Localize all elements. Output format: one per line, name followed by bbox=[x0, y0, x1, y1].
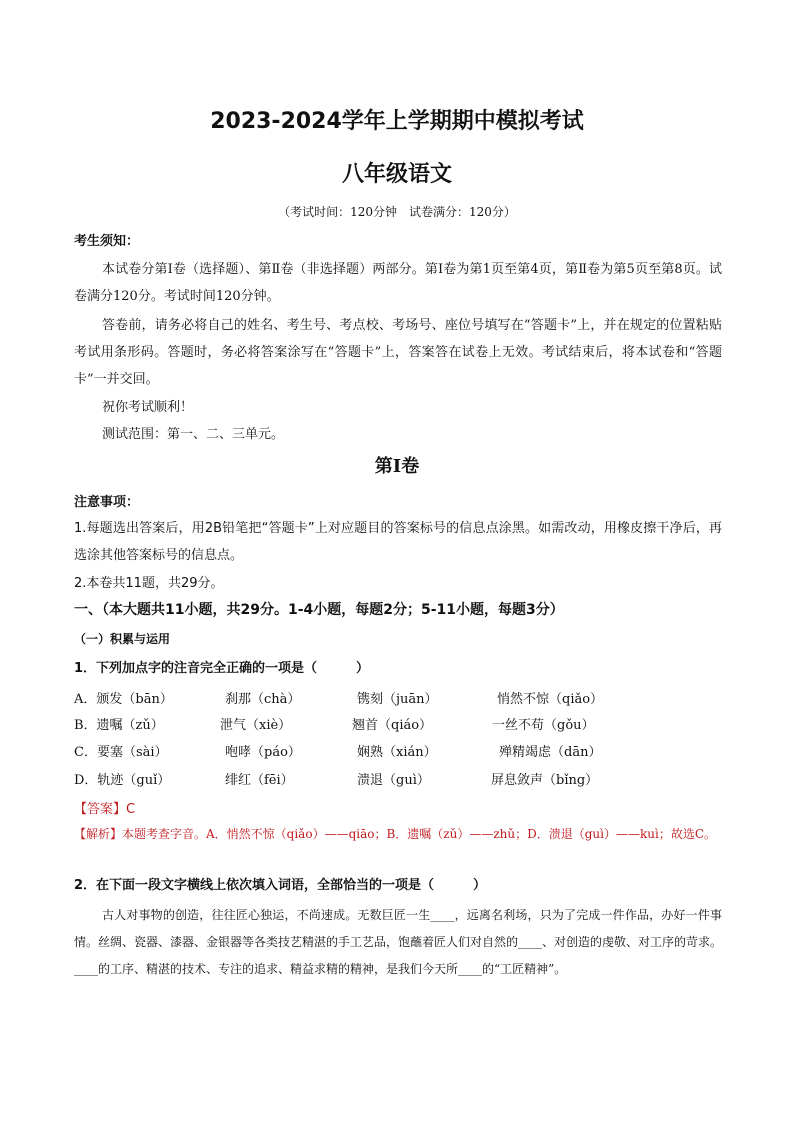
part-heading: 一、（本大题共11小题，共29分。1-4小题，每题2分；5-11小题，每题3分） bbox=[74, 602, 564, 618]
option-item: 刹那（chà） bbox=[225, 692, 301, 707]
q1-option-row-b bbox=[74, 714, 734, 734]
note-2: 2.本卷共11题，共29分。 bbox=[74, 576, 224, 591]
notice-paragraph-2: 答卷前，请务必将自己的姓名、考生号、考点校、考场号、座位号填写在“答题卡”上，并在规定的位置粘贴考试用条形码。答题时，务必将答案涂写在“答题卡”上，答案答在试卷上无效。考试结束后，将本试卷和“答题卡”一并交回。 bbox=[74, 318, 722, 387]
option-item: 溃退（guì） bbox=[357, 773, 430, 788]
exam-title: 2023-2024学年上学期期中模拟考试 bbox=[210, 109, 584, 134]
option-item: A．颁发（bān） bbox=[74, 692, 173, 707]
option-item: D．轨迹（guǐ） bbox=[74, 773, 171, 788]
q1-option-row-a bbox=[74, 688, 734, 708]
option-item: 镌刻（juān） bbox=[357, 692, 438, 707]
q1-answer: 【答案】C bbox=[74, 802, 136, 817]
q1-option-row-d bbox=[74, 769, 734, 789]
option-item: 咆哮（páo） bbox=[225, 745, 301, 760]
option-item: 屏息敛声（bǐng） bbox=[491, 773, 599, 788]
option-item: 泄气（xiè） bbox=[220, 718, 292, 733]
option-item: C．要塞（sài） bbox=[74, 745, 168, 760]
option-item: 一丝不苟（gǒu） bbox=[492, 718, 595, 733]
notice-paragraph-1: 本试卷分第Ⅰ卷（选择题）、第Ⅱ卷（非选择题）两部分。第Ⅰ卷为第1页至第4页，第Ⅱ卷为第5页至第8页。试卷满分120分。考试时间120分钟。 bbox=[74, 262, 722, 304]
note-1: 1.每题选出答案后，用2B铅笔把“答题卡”上对应题目的答案标号的信息点涂黑。如需改动，用橡皮擦干净后，再选涂其他答案标号的信息点。 bbox=[74, 521, 722, 563]
exam-meta: （考试时间：120分钟 试卷满分：120分） bbox=[278, 205, 516, 219]
exam-subtitle: 八年级语文 bbox=[341, 162, 452, 187]
option-item: 殚精竭虑（dān） bbox=[499, 745, 602, 760]
notice-paragraph-3: 祝你考试顺利！ bbox=[102, 400, 194, 415]
q1-option-row-c bbox=[74, 741, 734, 761]
option-item: 绯红（fēi） bbox=[225, 773, 294, 788]
q1-analysis: 【解析】本题考查字音。A．悄然不惊（qiǎo）——qiāo；B．遗嘱（zǔ）——zhǔ；D．溃退（guì）——kuì；故选C。 bbox=[74, 827, 717, 841]
option-item: 娴熟（xián） bbox=[357, 745, 437, 760]
subpart-heading: （一）积累与运用 bbox=[74, 632, 171, 646]
notice-paragraph-4: 测试范围：第一、二、三单元。 bbox=[102, 427, 285, 442]
section-title: 第Ⅰ卷 bbox=[374, 456, 420, 477]
q2-passage: 古人对事物的创造，往往匠心独运，不尚速成。无数巨匠一生____，远离名利场，只为了完成一件作品，办好一件事情。丝绸、瓷器、漆器、金银器等各类技艺精湛的手工艺品，饱蘸着匠人们对自然的____、对创造的虔敬、对工序的苛求。____的工序、精湛的技术、专注的追求、精益求精的精神，是我们今天所____的“工匠精神”。 bbox=[74, 908, 723, 976]
notice-heading: 考生须知： bbox=[74, 234, 140, 249]
notes-heading: 注意事项： bbox=[74, 495, 140, 510]
option-item: B．遗嘱（zǔ） bbox=[74, 718, 164, 733]
question-1-stem: 1．下列加点字的注音完全正确的一项是（ ） bbox=[74, 661, 370, 676]
option-item: 悄然不惊（qiǎo） bbox=[497, 692, 604, 707]
question-2-stem: 2．在下面一段文字横线上依次填入词语，全部恰当的一项是（ ） bbox=[74, 878, 487, 893]
option-item: 翘首（qiáo） bbox=[352, 718, 433, 733]
